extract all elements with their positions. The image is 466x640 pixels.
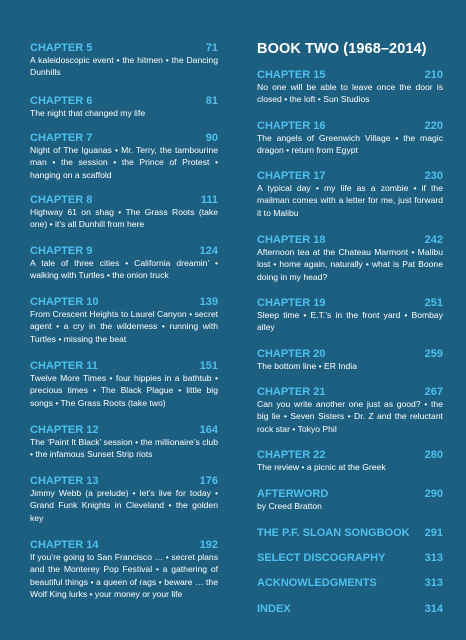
toc-entry[interactable] [257,297,443,334]
page-number: 290 [424,488,443,500]
toc-entry[interactable] [257,527,443,539]
chapter-description: The review • a picnic at the Greek [257,462,386,472]
chapter-description: Sleep time • E.T.’s in the front yard • Bombay alley [257,310,443,333]
page-number: 230 [424,170,443,182]
page-number: 242 [424,234,443,246]
chapter-heading: CHAPTER 6 [30,95,93,107]
toc-entry[interactable] [257,69,443,106]
chapter-description: Can you write another one just as good? • the big lie • Seven Sisters • Dr. Z and the reluctant rock star • Tokyo Phil [257,399,443,434]
chapter-description: Afternoon tea at the Chateau Marmont • Malibu lost • home again, naturally • what is Pat Boone doing in my head? [257,247,443,282]
chapter-description: No one will be able to leave once the door is closed • the loft • Sun Studios [257,82,443,105]
toc-entry[interactable] [257,234,443,283]
chapter-heading: CHAPTER 14 [30,539,99,551]
toc-entry[interactable] [30,132,218,181]
page-number: 139 [199,296,218,308]
page-number: 124 [199,245,218,257]
toc-entry[interactable] [257,386,443,435]
chapter-description: A kaleidoscopic event • the hitmen • the Dancing Dunhills [30,55,218,78]
chapter-description: A tale of three cities • California dreamin’ • walking with Turtles • the onion truck [30,258,218,281]
page-number: 90 [205,132,218,144]
chapter-heading: CHAPTER 11 [30,360,98,372]
toc-entry[interactable] [257,449,443,473]
page-number: 314 [424,603,443,615]
page-number: 259 [424,348,443,360]
toc-entry[interactable] [30,245,218,282]
chapter-description: Highway 61 on shag • The Grass Roots (take one) • it’s all Dunhill from here [30,207,218,230]
book-two-title: BOOK TWO (1968–2014) [257,41,427,57]
page-number: 267 [424,386,443,398]
chapter-description: If you’re going to San Francisco … • secret plans and the Monterey Pop Festival • a gathering of beautiful things • a queen of rags • beware … the Wolf King lurks • your money or your life [30,552,218,599]
chapter-heading: CHAPTER 13 [30,475,99,487]
toc-entry[interactable] [30,360,218,409]
toc-entry[interactable] [30,539,218,600]
chapter-heading: CHAPTER 18 [257,234,326,246]
section-heading: ACKNOWLEDGMENTS [257,577,377,589]
chapter-description: From Crescent Heights to Laurel Canyon • secret agent • a cry in the wilderness • running with Turtles • missing the beat [30,309,218,344]
chapter-heading: CHAPTER 8 [30,194,93,206]
section-heading: THE P.F. SLOAN SONGBOOK [257,527,410,539]
chapter-heading: CHAPTER 9 [30,245,93,257]
toc-entry[interactable] [257,170,443,219]
toc-entry[interactable] [257,603,443,615]
chapter-heading: CHAPTER 10 [30,296,99,308]
toc-entry[interactable] [257,552,443,564]
chapter-heading: CHAPTER 21 [257,386,326,398]
chapter-heading: CHAPTER 19 [257,297,326,309]
page-number: 220 [424,120,443,132]
chapter-heading: CHAPTER 17 [257,170,326,182]
page-number: 81 [205,95,218,107]
page-number: 251 [424,297,443,309]
chapter-heading: CHAPTER 12 [30,424,99,436]
toc-entry[interactable] [257,488,443,512]
chapter-description-text: Night of The Iguanas • Mr. Terry, the tambourine man • the session • the Prince of Protest • hanging on a scaffold [30,145,218,180]
chapter-description: The night that changed my life [30,108,146,118]
chapter-heading: CHAPTER 7 [30,132,93,144]
toc-entry[interactable] [257,348,443,372]
chapter-heading: CHAPTER 22 [257,449,326,461]
chapter-description [30,144,218,181]
chapter-description: The ‘Paint It Black’ session • the millionaire’s club • the infamous Sunset Strip riots [30,437,218,460]
chapter-heading: CHAPTER 16 [257,120,326,132]
page-number: 164 [199,424,218,436]
chapter-description: The bottom line • ER India [257,361,357,371]
toc-entry[interactable] [257,120,443,157]
toc-entry[interactable] [30,95,218,119]
chapter-description: by Creed Bratton [257,501,322,511]
toc-entry[interactable] [257,577,443,589]
chapter-description: Twelve More Times • four hippies in a bathtub • precious times • The Black Plague • little big songs • The Grass Roots (take two) [30,373,218,408]
page-number: 111 [200,194,218,206]
toc-entry[interactable] [30,475,218,524]
toc-entry[interactable] [30,194,218,231]
chapter-heading: CHAPTER 20 [257,348,326,360]
page-number: 192 [199,539,218,551]
toc-entry[interactable] [30,42,218,79]
page-number: 313 [424,552,443,564]
page-number: 71 [205,42,218,54]
page-number: 280 [424,449,443,461]
page-number: 176 [199,475,218,487]
chapter-description: The angels of Greenwich Village • the magic dragon • return from Egypt [257,133,443,156]
chapter-description: Jimmy Webb (a prelude) • let’s live for today • Grand Funk Knights in Cleveland • the golden key [30,488,218,523]
page-number: 313 [424,577,443,589]
chapter-heading: CHAPTER 5 [30,42,93,54]
chapter-description: A typical day • my life as a zombie • if the mailman comes with a letter for me, just forward it to Malibu [257,183,443,218]
toc-entry[interactable] [30,296,218,345]
section-heading: INDEX [257,603,291,615]
chapter-heading: CHAPTER 15 [257,69,326,81]
toc-entry[interactable] [30,424,218,461]
chapter-heading: AFTERWORD [257,488,329,500]
page-number: 210 [424,69,443,81]
page-number: 151 [199,360,218,372]
section-heading: SELECT DISCOGRAPHY [257,552,386,564]
page-number: 291 [424,527,443,539]
